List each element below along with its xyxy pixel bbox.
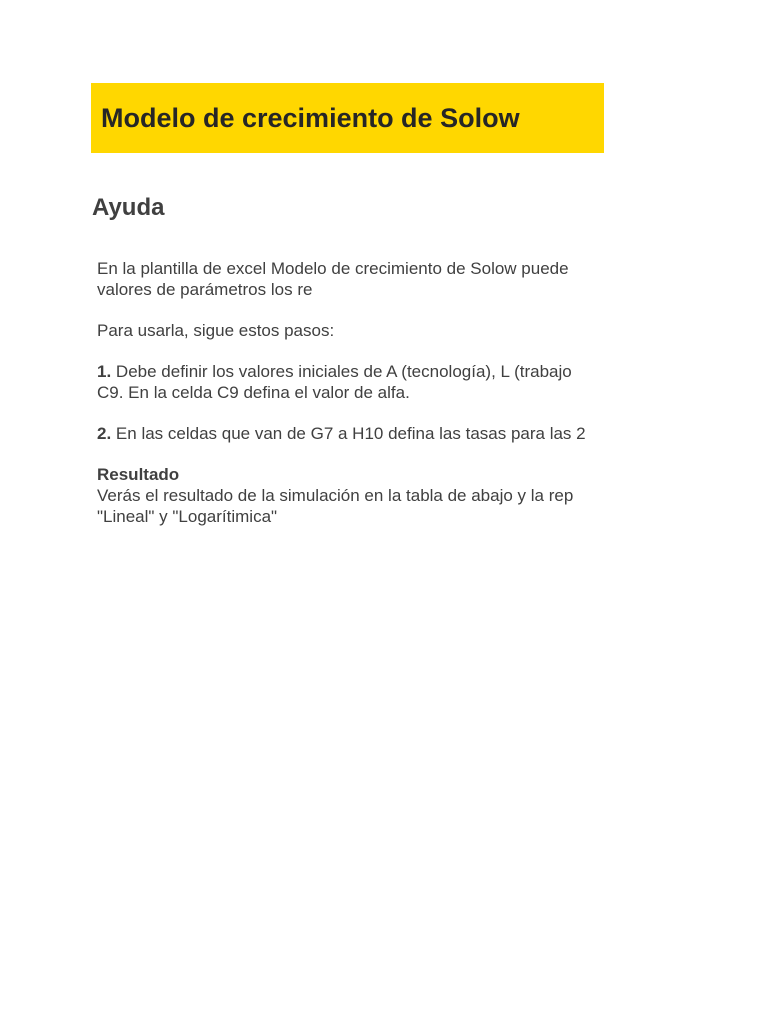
step-1-text: Debe definir los valores iniciales de A (tecnología), L (trabajo: [115, 362, 572, 381]
step-1-line-1: [97, 361, 605, 382]
intro-line-2: valores de parámetros los re: [97, 280, 313, 299]
intro-line-1: En la plantilla de excel Modelo de crecimiento de Solow puede: [97, 259, 569, 278]
section-heading-help: Ayuda: [92, 194, 165, 221]
help-body: [97, 258, 605, 547]
step-1: [97, 361, 605, 403]
result-line-2: "Lineal" y "Logarítimica": [97, 507, 278, 526]
step-1-number: 1.: [97, 362, 112, 381]
result-line-1: Verás el resultado de la simulación en la tabla de abajo y la rep: [97, 486, 574, 505]
step-2-number: 2.: [97, 424, 112, 443]
steps-intro-text: Para usarla, sigue estos pasos:: [97, 321, 335, 340]
step-2: [97, 423, 605, 444]
step-1-line-2: C9. En la celda C9 defina el valor de alfa.: [97, 383, 410, 402]
steps-intro: [97, 320, 605, 341]
result-paragraph: [97, 464, 605, 527]
result-heading: Resultado: [97, 465, 180, 484]
step-2-text: En las celdas que van de G7 a H10 defina las tasas para las 2: [115, 424, 586, 443]
step-2-line: [97, 423, 605, 444]
intro-paragraph: [97, 258, 605, 300]
title-banner: [91, 83, 604, 153]
document-title: Modelo de crecimiento de Solow: [101, 102, 520, 133]
